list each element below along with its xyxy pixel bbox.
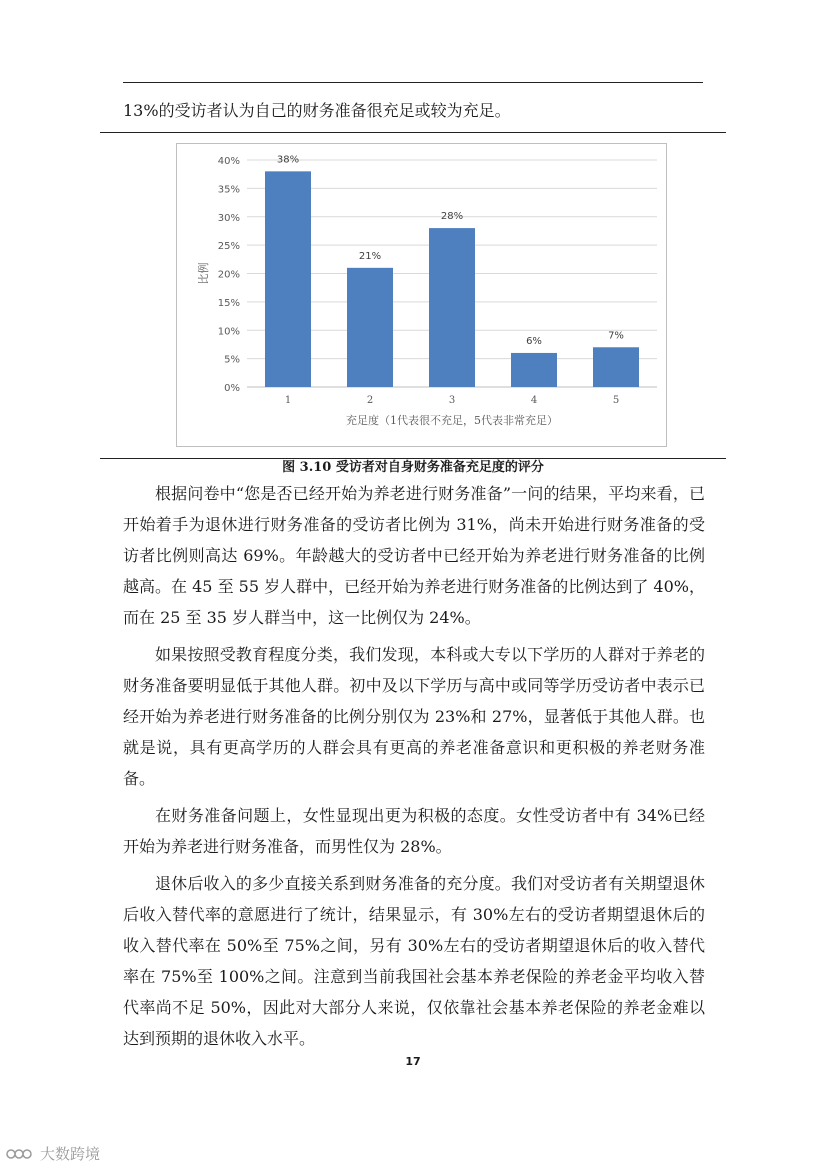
paragraph: 在财务准备问题上，女性显现出更为积极的态度。女性受访者中有 34%已经开始为养老进行财务准备，而男性仅为 28%。 <box>123 806 705 856</box>
header-rule <box>123 82 703 83</box>
y-tick-label: 20% <box>217 269 240 281</box>
paragraph: 如果按照受教育程度分类，我们发现，本科或大专以下学历的人群对于养老的财务准备要明显低于其他人群。初中及以下学历与高中或同等学历受访者中表示已经开始为养老进行财务准备的比例分别仅为 23%和 27%，显著低于其他人群。也就是说，具有更高学历的人群会具有更高的养老准备意识和更积极的养老财务准备。 <box>123 645 705 788</box>
data-label: 28% <box>440 211 464 223</box>
figure-caption: 图 3.10 受访者对自身财务准备充足度的评分 <box>282 460 544 475</box>
bar <box>511 353 557 387</box>
watermark-logo-icon <box>6 1147 36 1161</box>
x-tick-label: 2 <box>366 395 374 406</box>
x-tick-label: 5 <box>612 395 620 406</box>
page-number: 17 <box>405 1055 421 1068</box>
paragraph: 根据问卷中“您是否已经开始为养老进行财务准备”一问的结果，平均来看，已开始着手为退休进行财务准备的受访者比例为 31%，尚未开始进行财务准备的受访者比例则高达 69%。年龄越大的受访者中已经开始为养老进行财务准备的比例越高。在 45 至 55 岁人群中，已经开始为养老进行财务准备的比例达到了 40%，而在 25 至 35 岁人群当中，这一比例仅为 24%。 <box>123 484 705 627</box>
y-tick-label: 35% <box>217 184 240 196</box>
x-tick-label: 4 <box>530 395 538 406</box>
y-tick-label: 5% <box>224 354 240 366</box>
body-text <box>123 478 705 1060</box>
watermark <box>6 1143 100 1164</box>
y-tick-label: 15% <box>217 297 240 309</box>
y-tick-label: 30% <box>217 212 240 224</box>
data-label: 38% <box>276 154 300 166</box>
chart-svg <box>177 144 666 446</box>
intro-text: 13%的受访者认为自己的财务准备很充足或较为充足。 <box>123 101 511 120</box>
data-label: 7% <box>608 330 624 342</box>
y-tick-label: 40% <box>217 156 240 167</box>
bar <box>593 347 639 387</box>
data-label: 6% <box>526 335 542 347</box>
y-axis-label: 比例 <box>197 262 210 285</box>
x-axis-label: 充足度（1代表很不充足，5代表非常充足） <box>346 414 558 427</box>
chart-top-rule <box>100 132 726 133</box>
watermark-text: 大数跨境 <box>40 1145 101 1163</box>
bar <box>265 171 311 387</box>
x-tick-label: 3 <box>448 395 456 406</box>
y-tick-label: 0% <box>224 383 240 394</box>
bar <box>347 268 393 387</box>
y-tick-label: 25% <box>217 241 240 253</box>
paragraph: 退休后收入的多少直接关系到财务准备的充分度。我们对受访者有关期望退休后收入替代率的意愿进行了统计，结果显示，有 30%左右的受访者期望退休后的收入替代率在 50%至 75%之间，另有 30%左右的受访者期望退休后的收入替代率在 75%至 100%之间。注意到当前我国社会基本养老保险的养老金平均收入替代率尚不足 50%，因此对大部分人来说，仅依靠社会基本养老保险的养老金难以达到预期的退休收入水平。 <box>123 874 705 1048</box>
data-label: 21% <box>358 250 382 262</box>
x-tick-label: 1 <box>284 395 292 406</box>
bar-chart <box>176 143 667 447</box>
y-tick-label: 10% <box>217 326 240 338</box>
bar <box>429 228 475 387</box>
